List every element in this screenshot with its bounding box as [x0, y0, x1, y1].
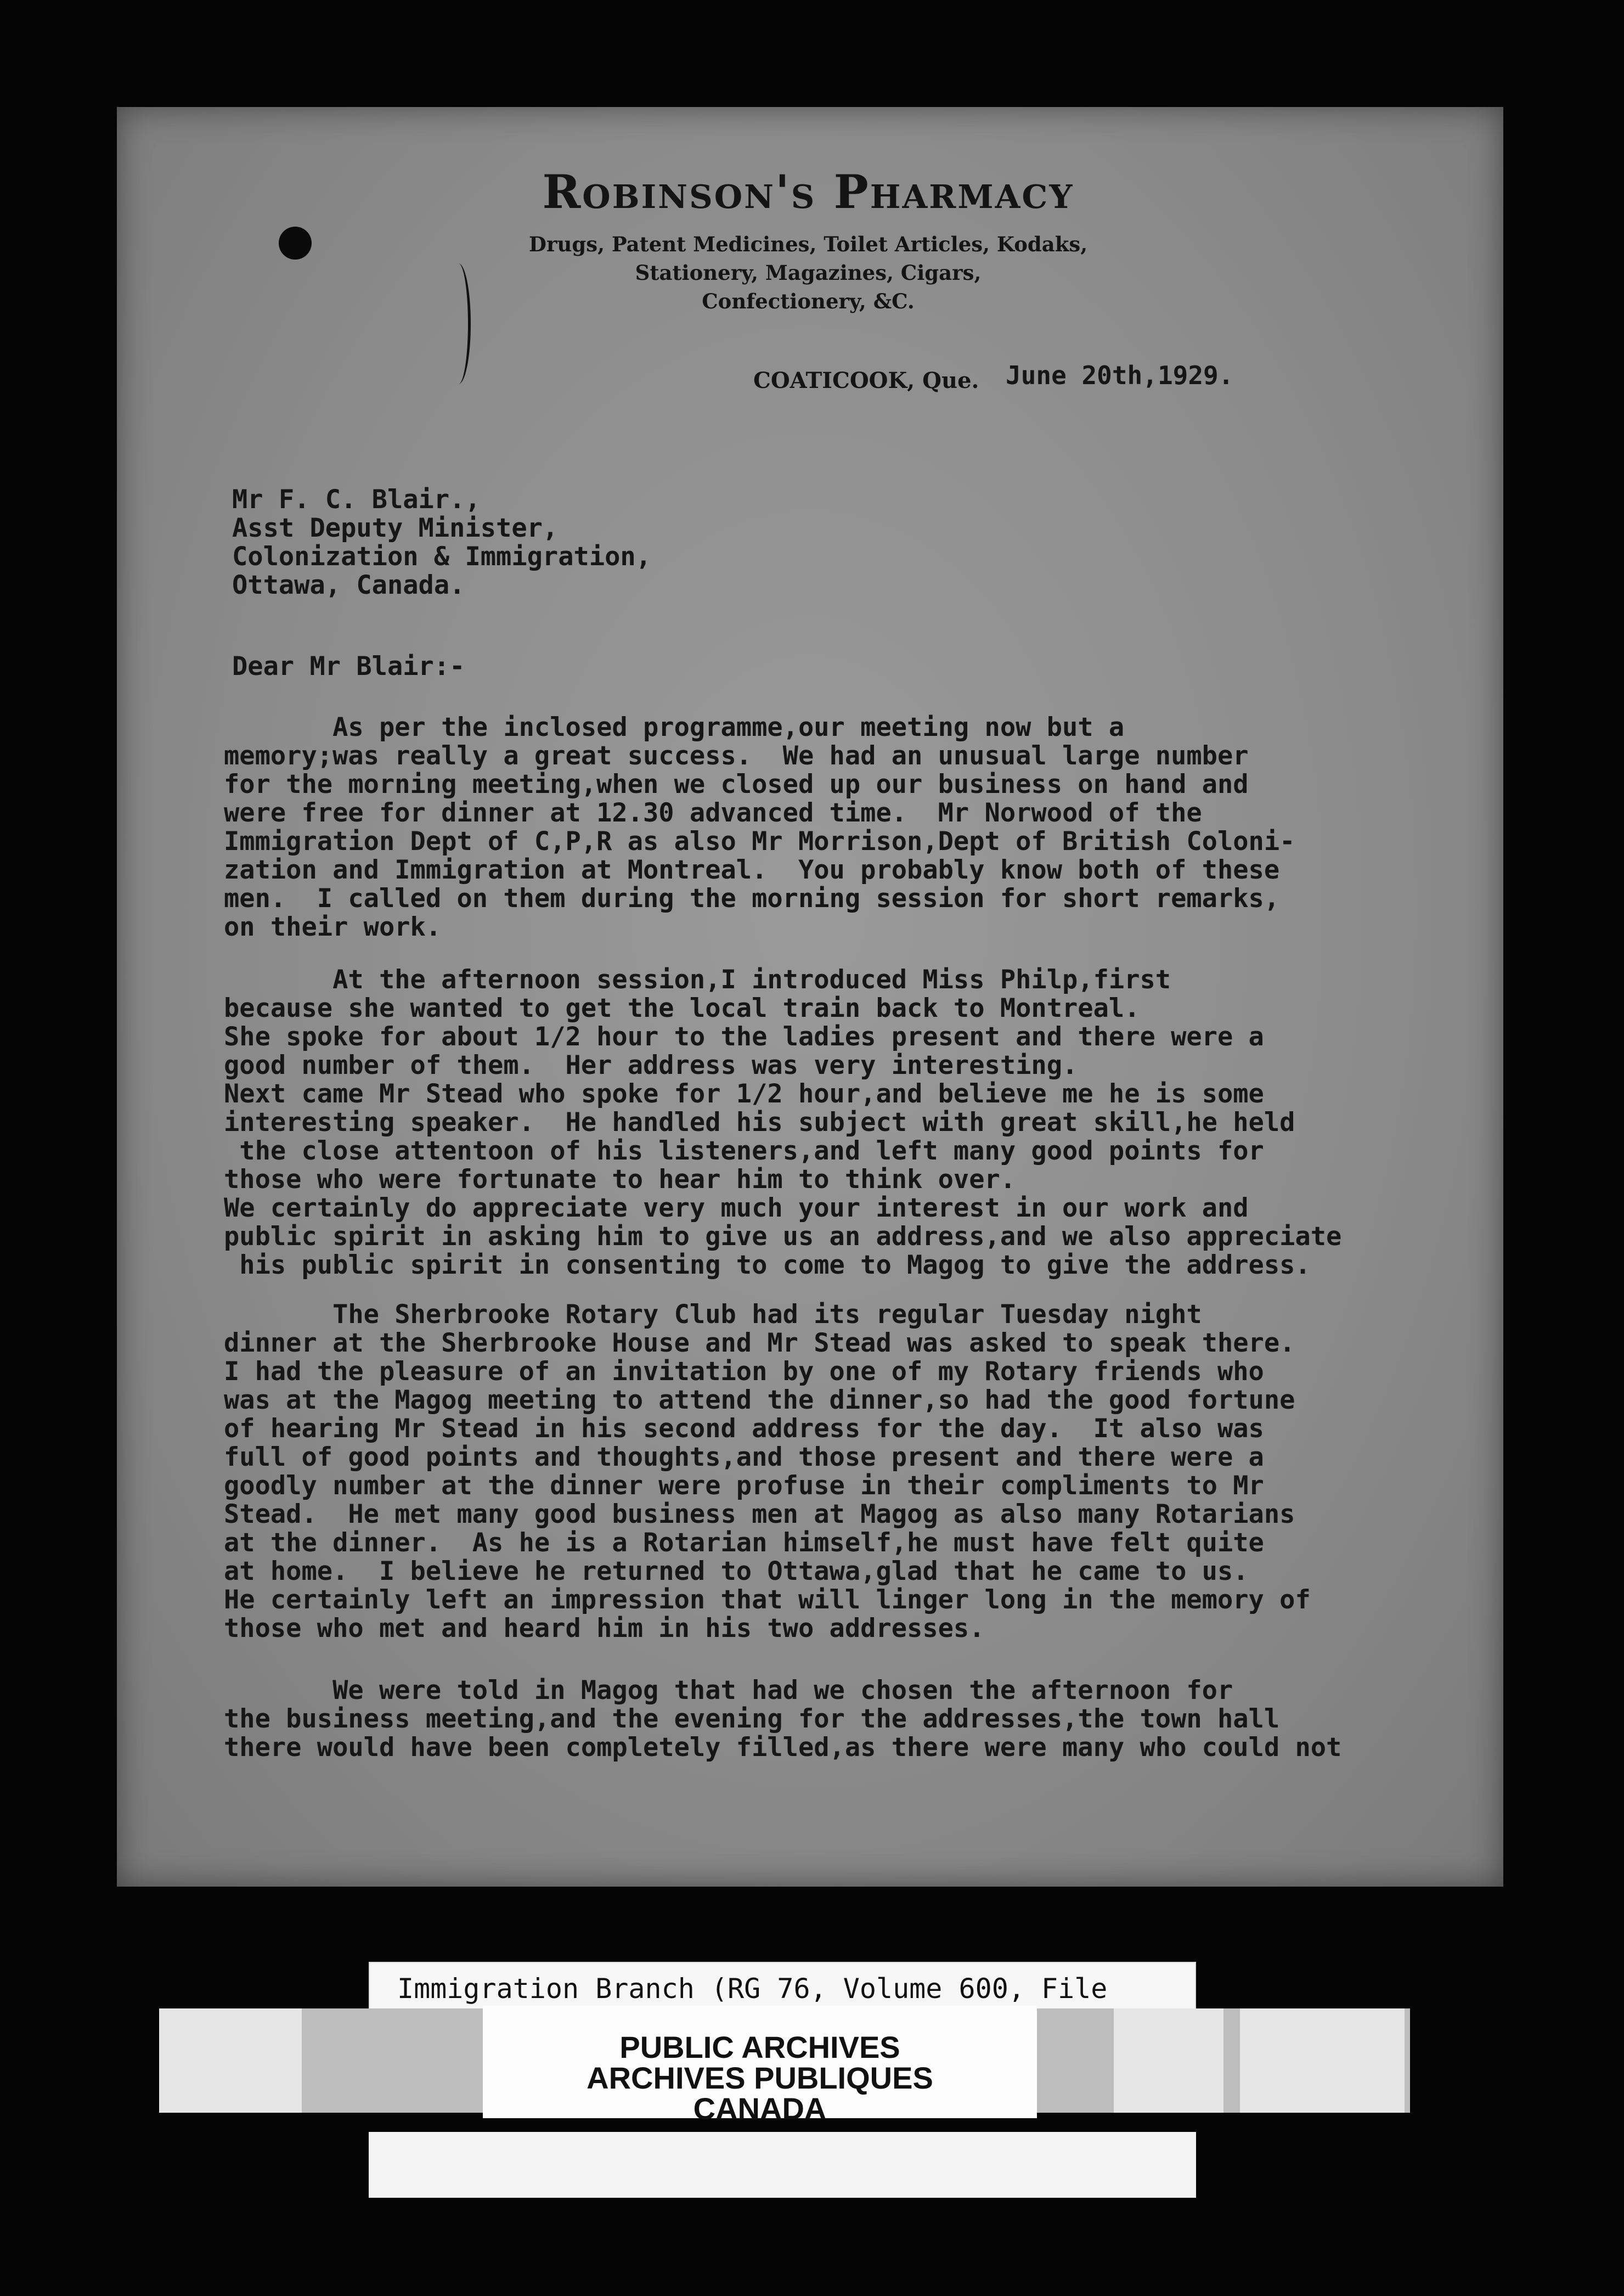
text-line: at the dinner. As he is a Rotarian himself,he must have felt quite	[224, 1528, 1264, 1558]
address-line: Mr F. C. Blair.,	[232, 485, 481, 515]
paragraph-1	[224, 713, 1458, 942]
text-line: of hearing Mr Stead in his second address for the day. It also was	[224, 1414, 1264, 1444]
paragraph-4	[224, 1676, 1458, 1762]
text-line: on their work.	[224, 912, 442, 942]
blank-label-card	[369, 2132, 1196, 2198]
text-line: I had the pleasure of an invitation by one of my Rotary friends who	[224, 1357, 1264, 1387]
strip-panel	[159, 2008, 302, 2113]
letterhead-title: Robinson's Pharmacy	[542, 165, 1074, 219]
text-line: Next came Mr Stead who spoke for 1/2 hour,and believe me he is some	[224, 1079, 1264, 1109]
text-line: public spirit in asking him to give us an address,and we also appreciate	[224, 1222, 1342, 1252]
address-line: Ottawa, Canada.	[232, 570, 465, 600]
text-line: full of good points and thoughts,and those present and there were a	[224, 1442, 1264, 1472]
letterhead-line-1: Drugs, Patent Medicines, Toilet Articles, Kodaks,	[528, 232, 1088, 256]
recipient-address	[232, 486, 651, 600]
stamp-line: ARCHIVES PUBLIQUES	[587, 2061, 933, 2095]
stamp-line: PUBLIC ARCHIVES	[619, 2030, 900, 2064]
letter-page	[117, 107, 1503, 1887]
text-line: men. I called on them during the morning session for short remarks,	[224, 883, 1280, 914]
text-line: those who met and heard him in his two addresses.	[224, 1613, 985, 1644]
letter-date: June 20th,1929.	[1006, 361, 1234, 390]
address-line: Asst Deputy Minister,	[232, 513, 559, 543]
text-line: dinner at the Sherbrooke House and Mr Stead was asked to speak there.	[224, 1328, 1295, 1358]
text-line: She spoke for about 1/2 hour to the ladies present and there were a	[224, 1022, 1264, 1052]
letterhead-line-3: Confectionery, &C.	[702, 289, 915, 313]
text-line: He certainly left an impression that will linger long in the memory of	[224, 1585, 1311, 1615]
punch-hole	[279, 227, 312, 260]
text-line: We were told in Magog that had we chosen the afternoon for	[224, 1675, 1233, 1706]
text-line: Stead. He met many good business men at Magog as also many Rotarians	[224, 1499, 1295, 1529]
text-line: goodly number at the dinner were profuse in their compliments to Mr	[224, 1471, 1264, 1501]
text-line: there would have been completely filled,as there were many who could not	[224, 1732, 1342, 1763]
archives-stamp	[483, 2006, 1037, 2126]
text-line: The Sherbrooke Rotary Club had its regular Tuesday night	[224, 1299, 1202, 1330]
text-line: memory;was really a great success. We had an unusual large number	[224, 741, 1249, 771]
text-line: good number of them. Her address was very interesting.	[224, 1050, 1078, 1081]
text-line: Immigration Dept of C,P,R as also Mr Morrison,Dept of British Coloni-	[224, 826, 1295, 857]
text-line: interesting speaker. He handled his subject with great skill,he held	[224, 1107, 1295, 1138]
salutation: Dear Mr Blair:-	[232, 651, 465, 682]
text-line: those who were fortunate to hear him to think over.	[224, 1164, 1016, 1195]
paragraph-2	[224, 966, 1458, 1280]
text-line: were free for dinner at 12.30 advanced time. Mr Norwood of the	[224, 798, 1202, 828]
text-line: was at the Magog meeting to attend the dinner,so had the good fortune	[224, 1385, 1295, 1415]
strip-panel	[1240, 2008, 1405, 2113]
text-line: the close attentoon of his listeners,and left many good points for	[224, 1136, 1264, 1166]
text-line: at home. I believe he returned to Ottawa,glad that he came to us.	[224, 1556, 1249, 1586]
text-line: for the morning meeting,when we closed up our business on hand and	[224, 769, 1249, 800]
letterhead-line-2: Stationery, Magazines, Cigars,	[635, 261, 982, 285]
text-line: At the afternoon session,I introduced Miss Philp,first	[224, 965, 1171, 995]
text-line: his public spirit in consenting to come to Magog to give the address.	[224, 1250, 1311, 1280]
text-line: zation and Immigration at Montreal. You probably know both of these	[224, 855, 1280, 885]
stamp-line: CANADA	[693, 2091, 827, 2126]
text-line: We certainly do appreciate very much your interest in our work and	[224, 1193, 1249, 1223]
address-line: Colonization & Immigration,	[232, 542, 652, 572]
letter-place: COATICOOK, Que.	[753, 368, 979, 393]
text-line: because she wanted to get the local train back to Montreal.	[224, 993, 1140, 1023]
text-line: As per the inclosed programme,our meeting now but a	[224, 712, 1125, 742]
archive-reference-tag: Immigration Branch (RG 76, Volume 600, File	[369, 1962, 1196, 2017]
text-line: the business meeting,and the evening for the addresses,the town hall	[224, 1704, 1280, 1734]
strip-panel	[1114, 2008, 1223, 2113]
paragraph-3	[224, 1301, 1458, 1643]
